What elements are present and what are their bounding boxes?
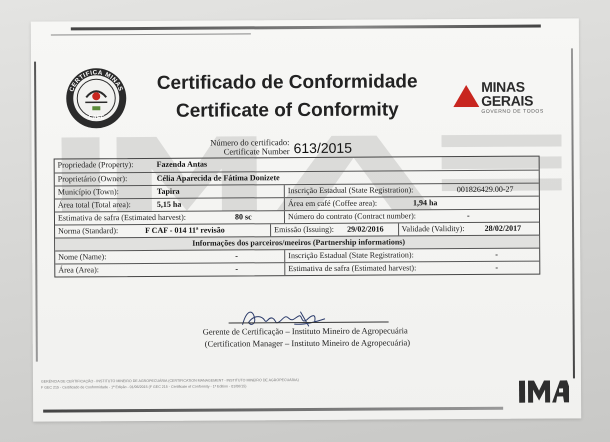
right-border-line [571, 48, 575, 378]
issuing-label: Emissão (Issuing): [274, 224, 334, 235]
seal-top-text: CERTIFICA MINAS [68, 69, 125, 93]
seal-bottom-text: CAFÉ [88, 115, 105, 122]
coffee-area-cell [284, 197, 539, 211]
red-triangle-icon [453, 85, 479, 107]
standard-cell [55, 224, 270, 237]
certificate-sheet [31, 18, 581, 421]
partner-state-reg-value: - [495, 249, 498, 259]
partner-name-label: Nome (Name): [58, 252, 107, 262]
ima-logo [519, 376, 569, 404]
partner-name-value: - [235, 251, 238, 261]
certificate-number-value: 613/2015 [293, 139, 353, 157]
certificate-number-label-pt: Número do certificado: [210, 137, 290, 148]
partner-harvest-cell [284, 262, 539, 276]
partners-section-title: Informações dos parceiros/meeiros (Partnership informations) [192, 237, 406, 248]
total-area-value: 5,15 ha [156, 199, 182, 209]
validity-value: 28/02/2017 [484, 223, 522, 233]
harvest-label: Estimativa de safra (Estimated harvest): [57, 212, 186, 223]
left-border-line [34, 62, 38, 362]
certification-manager-en: (Certification Manager – Instituto Mineiro de Agropecuária) [204, 337, 411, 349]
harvest-cell [55, 211, 284, 224]
state-logo-line1: MINAS [481, 78, 525, 95]
contract-cell [284, 210, 539, 224]
owner-value: Célia Aparecida de Fátima Donizete [156, 173, 280, 183]
issuing-value: 29/02/2016 [347, 224, 384, 234]
title-portuguese: Certificado de Conformidade [156, 71, 418, 94]
partner-area-value: - [235, 264, 238, 274]
property-label: Propriedade (Property): [57, 160, 134, 170]
footer-line-2: F GEC 215 - Certificado de Conformidade - 1ª Edição - 01/06/2015 (F GEC 215 - Certificate of Conformity - 1ª Edition - 01/06/15) [41, 384, 247, 390]
coffee-area-label: Área em café (Coffee area): [287, 198, 378, 209]
partner-harvest-value: - [495, 262, 499, 272]
state-logo-motto: GOVERNO DE TODOS [481, 108, 544, 115]
footer-line-1: GERÊNCIA DE CERTIFICAÇÃO - INSTITUTO MINEIRO DE AGROPECUÁRIA (CERTIFICATION MANAGEMENT - INSTITUTO MINEIRO DE AGROPECUÁRIA) [40, 378, 299, 384]
standard-value: F CAF - 014 11ª revisão [145, 225, 225, 235]
certificate-table [54, 156, 541, 278]
top-border-thin-line [51, 33, 251, 35]
title-english: Certificate of Conformity [175, 99, 399, 122]
state-logo-line2: GERAIS [481, 92, 534, 109]
partner-harvest-label: Estimativa de safra (Estimated harvest): [288, 263, 417, 274]
bottom-border-line [43, 407, 503, 413]
partner-state-reg-cell [284, 249, 539, 263]
certification-manager-pt: Gerente de Certificação – Instituto Mineiro de Agropecuária [202, 325, 408, 337]
issuing-cell [270, 223, 398, 236]
contract-value: - [466, 211, 470, 221]
certificate-number-label [204, 138, 290, 157]
town-label: Município (Town): [57, 187, 119, 197]
total-area-cell [55, 198, 284, 211]
certificate-number-label-en: Certificate Number [223, 146, 290, 157]
total-area-label: Área total (Total area): [57, 200, 131, 210]
state-registration-value: 001826429.00-27 [456, 184, 514, 195]
standard-label: Norma (Standard): [58, 226, 119, 236]
validity-cell [398, 223, 539, 236]
town-cell [55, 185, 284, 198]
partner-name-cell [55, 250, 284, 263]
partner-area-cell [55, 263, 284, 276]
top-border-line [71, 25, 541, 31]
harvest-value: 80 sc [234, 212, 252, 222]
validity-label: Validade (Validity): [401, 224, 465, 234]
town-value: Tapira [156, 186, 180, 196]
property-value: Fazenda Antas [156, 159, 208, 169]
certifica-minas-cafe-seal [65, 67, 127, 129]
state-registration-cell [284, 184, 539, 198]
minas-gerais-logo [453, 79, 549, 120]
contract-label: Número do contrato (Contract number): [287, 211, 417, 222]
partner-state-reg-label: Inscrição Estadual (State Registration): [288, 250, 414, 261]
owner-label: Proprietário (Owner): [57, 174, 128, 184]
partner-area-label: Área (Area): [58, 265, 99, 275]
state-registration-label: Inscrição Estadual (State Registration): [287, 185, 414, 196]
coffee-area-value: 1,94 ha [412, 198, 438, 208]
